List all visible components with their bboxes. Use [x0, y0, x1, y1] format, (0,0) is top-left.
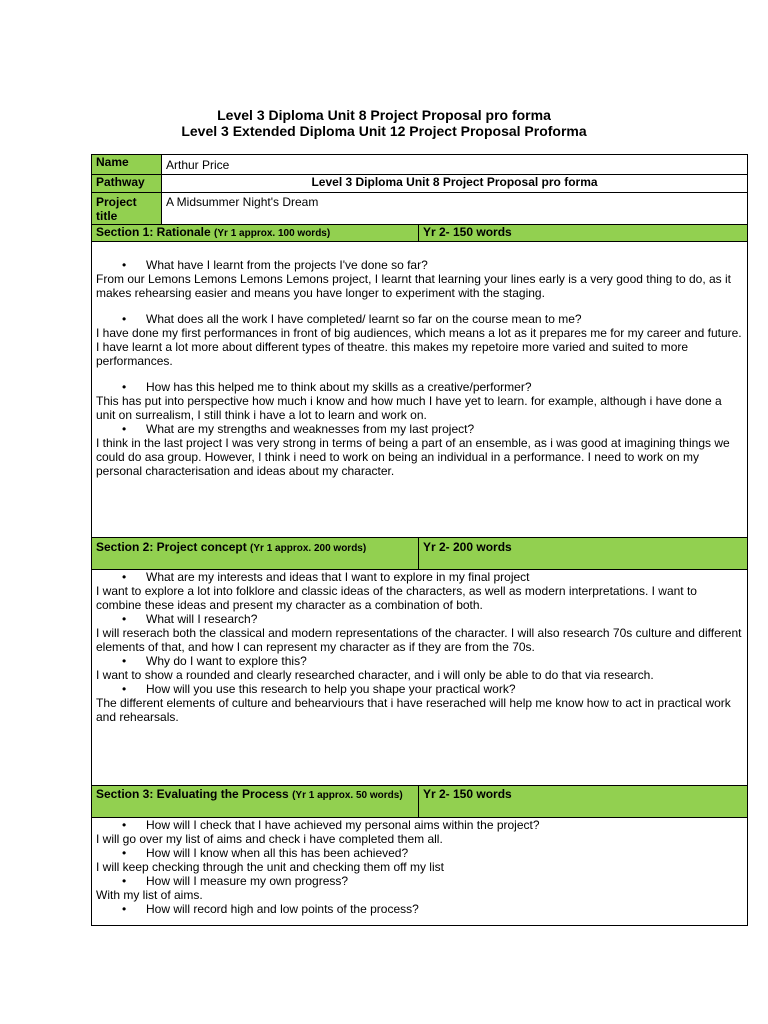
section2-title: Section 2: Project concept — [96, 540, 247, 554]
section3-question-2: • How will I know when all this has been achieved? — [96, 846, 743, 860]
section3-heading — [92, 786, 419, 818]
section3-question-1: • How will I check that I have achieved my personal aims within the project? — [96, 818, 743, 832]
section2-answer-4: The different elements of culture and behearviours that i have reserached will help me know how to act in practical work and rehearsals. — [96, 696, 731, 724]
section2-heading — [92, 538, 419, 570]
title-line-1: Level 3 Diploma Unit 8 Project Proposal pro forma — [217, 107, 551, 123]
pathway-row — [92, 175, 748, 193]
section2-question-2: • What will I research? — [96, 612, 743, 626]
section3-body — [92, 818, 748, 926]
pathway-label: Pathway — [92, 175, 162, 193]
project-title-row — [92, 193, 748, 225]
section3-yr2-note: Yr 2- 150 words — [419, 786, 748, 818]
section3-question-4: • How will record high and low points of the process? — [96, 902, 743, 916]
section1-answer-3: This has put into perspective how much i know and how much I have yet to learn. for example, although i have done a unit on surrealism, I still think i have a lot to learn and work on. — [96, 394, 722, 422]
name-label: Name — [92, 155, 162, 175]
section1-heading — [92, 225, 419, 242]
project-title-label: Project title — [92, 193, 162, 225]
section1-answer-1: From our Lemons Lemons Lemons Lemons project, I learnt that learning your lines early is a very good thing to do, as it makes rehearsing easier and means you have longer to experiment with the staging. — [96, 272, 731, 300]
section1-question-1: • What have I learnt from the projects I've done so far? — [96, 258, 743, 272]
section2-body — [92, 570, 748, 786]
section2-answer-1: I want to explore a lot into folklore and classic ideas of the characters, as well as modern interpretations. I want to combine these ideas and present my character as a combination of both. — [96, 584, 697, 612]
section1-question-3: • How has this helped me to think about my skills as a creative/performer? — [96, 380, 743, 394]
section3-question-3: • How will I measure my own progress? — [96, 874, 743, 888]
section2-answer-2: I will reserach both the classical and modern representations of the character. I will also research 70s culture and different elements of that, and how I can represent my character as if they are from the 70s. — [96, 626, 742, 654]
section2-question-1: • What are my interests and ideas that I want to explore in my final project — [96, 570, 743, 584]
pathway-value: Level 3 Diploma Unit 8 Project Proposal pro forma — [162, 175, 748, 193]
section2-question-4: • How will you use this research to help you shape your practical work? — [96, 682, 743, 696]
section2-yr1-note: (Yr 1 approx. 200 words) — [250, 543, 367, 554]
section1-question-2: • What does all the work I have completed/ learnt so far on the course mean to me? — [96, 312, 743, 326]
section3-title: Section 3: Evaluating the Process — [96, 787, 289, 801]
section3-yr1-note: (Yr 1 approx. 50 words) — [292, 790, 403, 801]
section2-yr2-note: Yr 2- 200 words — [419, 538, 748, 570]
section1-yr2-note: Yr 2- 150 words — [419, 225, 748, 242]
name-row — [92, 155, 748, 175]
name-value: Arthur Price — [162, 155, 748, 175]
section1-header — [92, 225, 748, 242]
section3-answer-3: With my list of aims. — [96, 888, 203, 902]
section1-question-4: • What are my strengths and weaknesses from my last project? — [96, 422, 743, 436]
section1-body — [92, 242, 748, 538]
section3-header — [92, 786, 748, 818]
project-title-value: A Midsummer Night's Dream — [162, 193, 748, 225]
section3-answer-1: I will go over my list of aims and check i have completed them all. — [96, 832, 443, 846]
section1-title: Section 1: Rationale — [96, 225, 211, 239]
title-line-2: Level 3 Extended Diploma Unit 12 Project Proposal Proforma — [181, 123, 587, 139]
section2-header — [92, 538, 748, 570]
section2-question-3: • Why do I want to explore this? — [96, 654, 743, 668]
section1-yr1-note: (Yr 1 approx. 100 words) — [214, 228, 331, 239]
proposal-form — [91, 154, 748, 926]
section1-answer-4: I think in the last project I was very strong in terms of being a part of an ensemble, as i was good at imagining things we could do asa group. However, I think i need to work on being an individual in a performance. I need to work on my personal characterisation and ideas about my character. — [96, 436, 730, 478]
section1-answer-2: I have done my first performances in front of big audiences, which means a lot as it prepares me for my career and future. I have learnt a lot more about different types of theatre. this makes my repetoire more varied and suited to more performances. — [96, 326, 742, 368]
page-title — [0, 107, 768, 139]
section2-answer-3: I want to show a rounded and clearly researched character, and i will only be able to do that via research. — [96, 668, 654, 682]
section3-answer-2: I will keep checking through the unit and checking them off my list — [96, 860, 444, 874]
